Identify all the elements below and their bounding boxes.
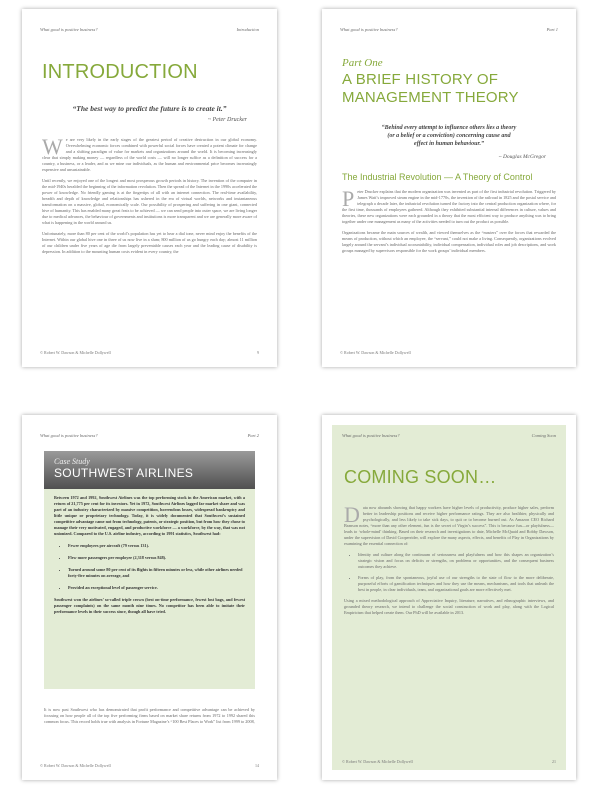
page-history [322, 9, 576, 367]
header-right: Coming Soon [531, 433, 556, 438]
case-bullets [54, 543, 245, 591]
page-title: COMING SOON… [344, 467, 497, 487]
paragraph: eter Drucker explains that the modern organization was invented as part of the first industrial revolution. Triggered by James Watt’s improved steam engine in the mid-1770s, the invention of the railroad in 1825 and the postal service and telegraph a decade later, the industrial revolution turned the factory into the central production organization where, for the first time, thousands of employees gathered. Although they exhibited substantial internal differences in culture, values and theories, these new organizations were each grounded in a theory that the most efficient way to produce anything was to bring together under one management as many of the activities needed to turn out the product as possible. [342, 189, 556, 224]
paragraph: Organizations became the main sources of wealth, and viewed themselves as the “masters” over the forces that rewarded the means of production, without which an employee, the “servant,” could not make a living. Consequently, organizations evolved largely around the servant’s individual accountability, individual compensation, individual roles and job descriptions, and work groups managed by supervisors responsible for the work groups’ individual members. [342, 230, 556, 253]
header-left: What good is positive business? [340, 27, 398, 32]
running-footer [340, 350, 558, 355]
case-study-title: SOUTHWEST AIRLINES [54, 466, 194, 480]
paragraph: Unfortunately, more than 80 per cent of the world’s population has yet to hear a dial tone, never mind enjoy the benefits of the Internet. Within our global hive one in three of us now live in a slum; 800 million of us go hungry each day; almost 11 million of our children under five years of age die from largely preventable causes each year and the leading cause of disability is depression. In addition to the mounting human costs evident in every country, the [42, 231, 257, 254]
case-study-header [44, 451, 255, 489]
drop-cap: W [42, 134, 63, 159]
quote-line: effect in human behaviour.” [414, 141, 484, 147]
header-left: What good is positive business? [40, 433, 98, 438]
header-right: Introduction [236, 27, 259, 32]
paragraph: e are very likely in the early stages of the greatest period of creative destruction in our global economy. Overwhelming economic forces combined with powerful social forces have created a potent climate for change and a shifting paradigm of value for markets and organizations around the world. It is becoming increasingly clear that simply making money — regardless of the world costs — will no longer suffice as a definition of success for a country, a business, or a leader, and as we mine our individuals, as the human and environmental price becomes increasingly expensive and unsustainable. [42, 137, 257, 172]
bullet-item: • Identity and culture along the continuum of seriousness and playfulness and how this shapes an organization’s strategic vision and focus on deficits or strengths, on problems or opportunities, and the consequent business outcomes they achieve. [358, 552, 554, 570]
page-introduction [22, 9, 277, 367]
part-label: Part One [342, 57, 383, 69]
footer-copyright: © Robert W. Dawson & Michelle Dollywell [40, 350, 111, 355]
case-closing: Southwest won the airlines’ so-called triple crown (best on-time performance, fewest lost bags, and fewest passenger complaints) on the same month nine times. No competitor has been able to imitate their performance levels in their success since, though all have tried. [54, 597, 245, 614]
coming-bullets [344, 552, 554, 593]
paragraph: Using a mixed methodological approach of Appreciative Inquiry, literature, narratives, and ethnographic interviews, and grounded theory research, we intend to challenge the social construction of work and play, along with the Logical Empiricism that helped create them. Our PhD will be available in 2013. [344, 598, 554, 615]
running-footer [342, 759, 556, 764]
running-header [40, 27, 259, 32]
running-footer [40, 350, 259, 355]
bullet-item: • Turned around some 80 per cent of its flights in fifteen minutes or less, while other airlines needed forty-five minutes on average, and [68, 567, 245, 579]
page-title-line2: MANAGEMENT THEORY [342, 89, 519, 106]
quote-line: (or a belief or a conviction) concerning cause and [387, 133, 511, 139]
bullet-item: • Flew more passengers per employee (2,318 versus 848). [68, 555, 245, 561]
green-panel [332, 425, 566, 770]
header-right: Part 1 [546, 27, 558, 32]
case-study-label: Case Study [54, 457, 90, 466]
bullet-item: • Forms of play, from the spontaneous, joyful use of our strengths to the state of flow to the more deliberate, purposeful efforts of gamification techniques and how they use the means, mechanisms, and tools that unleash the best in people, in clear individuals, team, and organizational goals are more effectively met. [358, 575, 554, 593]
case-study-body [44, 489, 255, 627]
page-title-line1: A BRIEF HISTORY OF [342, 71, 499, 88]
drop-cap: D [344, 502, 360, 527]
paragraph: Until recently, we enjoyed one of the longest and most prosperous growth periods in history. The invention of the computer in the mid-1940s heralded the beginning of the information revolution. Then the spread of the Internet in the 1990s accelerated the power of knowledge. No friendly gaming is at the fingertips of all with an internet connection. The real-time availability, breadth and depth of knowledge and relationships has ushered in the era of virtual worlds, networks and instantaneous transformation on a massive, global, economically scale. Our possibility of prospering and suffering in one giant, connected hive of humanity. This has enabled many great feats to be achieved — we can send people into outer space, we are living longer due to medical advances, the behaviour of governments and institutions is more transparent and we are generally more aware of what is happening in the world around us. [42, 178, 257, 225]
running-header [342, 433, 556, 438]
epigraph-quote [342, 124, 556, 148]
running-footer [40, 763, 259, 768]
paragraph: It is now past Southwest who has demonstrated that profit performance and competitive advantage can be achieved by focusing on how people all of the top five performing firms based on market share returns from 1972 to 1992 shared this common focus. This record holds true with analysis in Fortune Magazine’s “100 Best Places to Work” list from 1999 to 2008, [44, 707, 255, 724]
epigraph-attribution: ~ Peter Drucker [207, 117, 247, 123]
page-coming-soon [322, 415, 576, 780]
page-title: INTRODUCTION [42, 61, 198, 83]
header-right: Part 2 [247, 433, 259, 438]
running-header [40, 433, 259, 438]
body-text [342, 186, 556, 259]
footer-copyright: © Robert W. Dawson & Michelle Dollywell [340, 350, 411, 355]
epigraph-attribution: ~ Douglas McGregor [498, 154, 546, 160]
drop-cap: P [342, 186, 355, 211]
quote-line: “Behind every attempt to influence others lies a theory [381, 125, 517, 131]
footer-copyright: © Robert W. Dawson & Michelle Dollywell [342, 759, 413, 764]
epigraph-quote: “The best way to predict the future is to create it.” [72, 104, 227, 113]
running-header [340, 27, 558, 32]
body-text [42, 134, 257, 260]
page-number: 14 [255, 763, 259, 768]
page-number: 21 [552, 759, 556, 764]
case-intro: Between 1972 and 1992, Southwest Airlines was the top performing stock in the American market, with a return of 21,775 per cent for its investors. Yet in 1972, Southwest Airlines lagged far market share and was part of an industry characterized by massive competition, horrendous losses, widespread bankruptcy and little unique or proprietary technology. Today, it is widely documented that Southwest’s sustained competitive advantage came not from technology, patents, or strategic position, but from how they chose to manage their very motivated, engaged, and productive workforce — a workforce, by the way, that was not unionized. Compared to the U.S. airline industry, according to 1991 statistics, Southwest had: [54, 495, 245, 536]
body-text [344, 502, 554, 621]
page-case-study [22, 415, 277, 780]
header-left: What good is positive business? [342, 433, 400, 438]
section-heading: The Industrial Revolution — A Theory of Control [342, 172, 533, 182]
header-left: What good is positive business? [40, 27, 98, 32]
paragraph: ata now abounds showing that happy workers have higher levels of productivity, produce higher sales, perform better in leadership positions and receive higher performance ratings. They are also healthier, physically and psychologically, and less likely to take sick days, to quit or to become burned out. As Amazon CEO Richard Branson notes, “more than any other element, fun is the secret of Virgin’s success”. This is because fun—or playfulness—leads to ‘whole-mind’ thinking. Based on their research and investigations to date, Michelle McQuaid and Robby Dawson, under the supervision of David Cooperrider, will explore the many aspects, effects, and benefits of Play in Organizations by examining the essential connection of: [344, 505, 554, 546]
bullet-item: • Provided an exceptional level of passenger service. [68, 585, 245, 591]
page-number: 9 [257, 350, 259, 355]
case-study-box [44, 451, 255, 689]
footer-copyright: © Robert W. Dawson & Michelle Dollywell [40, 763, 111, 768]
bullet-item: • Fewer employees per aircraft (79 versus 131). [68, 543, 245, 549]
